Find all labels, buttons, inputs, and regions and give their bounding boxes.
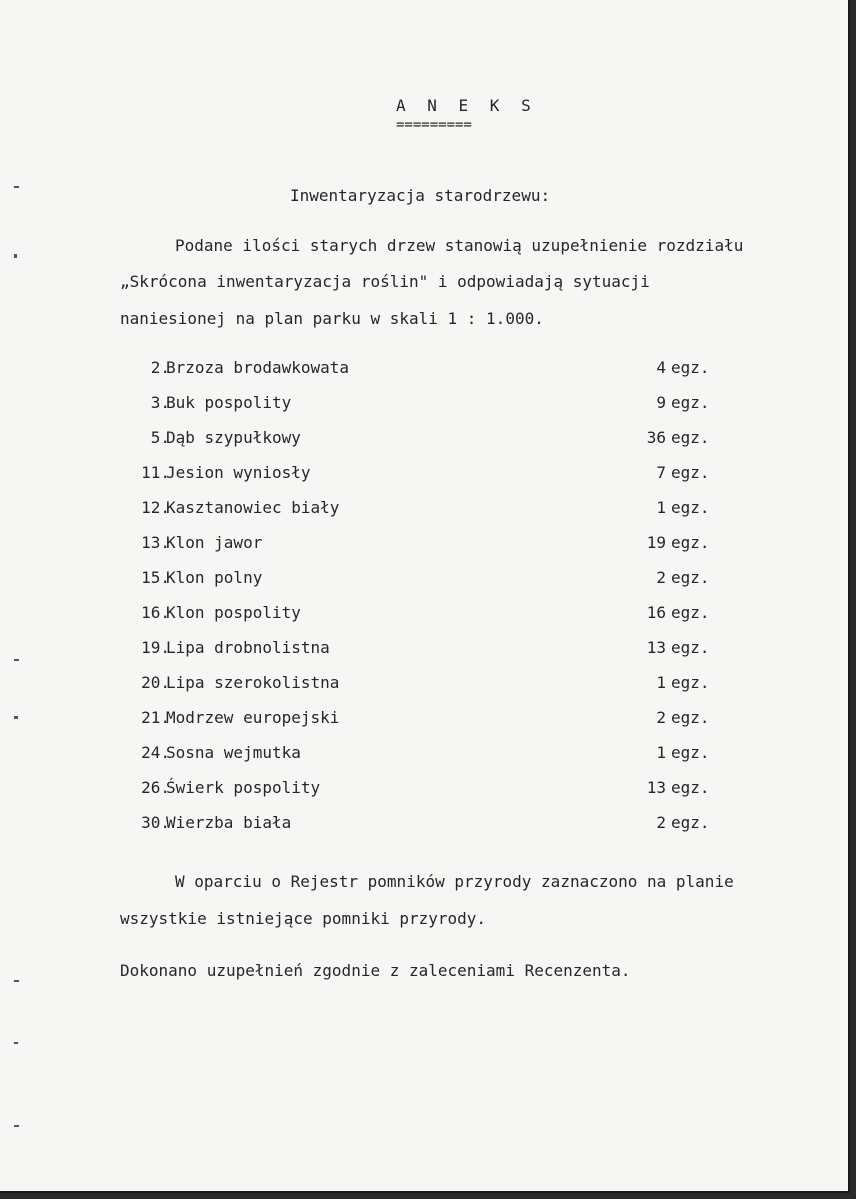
item-number: 13. [141, 533, 170, 552]
tree-count: 2 [656, 813, 666, 832]
species-name: Świerk pospolity [166, 778, 321, 797]
margin-mark [14, 716, 18, 719]
item-number: 20. [141, 673, 170, 692]
closing-line-1: W oparciu o Rejestr pomników przyrody zaznaczono na planie [175, 872, 734, 891]
count-unit: egz. [671, 778, 710, 797]
item-number: 3. [150, 393, 170, 412]
item-number: 5. [150, 428, 170, 447]
count-unit: egz. [671, 603, 710, 622]
document-title: A N E K S [396, 96, 537, 115]
count-unit: egz. [671, 568, 710, 587]
tree-count: 16 [646, 603, 666, 622]
count-unit: egz. [671, 638, 710, 657]
species-name: Modrzew europejski [166, 708, 340, 727]
species-name: Klon jawor [166, 533, 263, 552]
count-unit: egz. [671, 708, 710, 727]
margin-mark [14, 980, 19, 982]
margin-mark [14, 186, 19, 188]
count-unit: egz. [671, 498, 710, 517]
tree-count: 13 [646, 638, 666, 657]
species-name: Lipa drobnolistna [166, 638, 330, 657]
item-number: 21. [141, 708, 170, 727]
tree-count: 1 [656, 743, 666, 762]
species-name: Dąb szypułkowy [166, 428, 301, 447]
count-unit: egz. [671, 428, 710, 447]
species-name: Wierzba biała [166, 813, 292, 832]
count-unit: egz. [671, 463, 710, 482]
closing-line-2: wszystkie istniejące pomniki przyrody. [120, 909, 487, 928]
count-unit: egz. [671, 358, 710, 377]
list-item [120, 498, 720, 533]
item-number: 12. [141, 498, 170, 517]
tree-count: 2 [656, 708, 666, 727]
species-name: Klon polny [166, 568, 263, 587]
intro-line-2: „Skrócona inwentaryzacja roślin" i odpowiadają sytuacji [120, 272, 650, 291]
item-number: 11. [141, 463, 170, 482]
tree-count: 9 [656, 393, 666, 412]
tree-count: 4 [656, 358, 666, 377]
list-item [120, 603, 720, 638]
list-item [120, 393, 720, 428]
list-item [120, 813, 720, 848]
final-note: Dokonano uzupełnień zgodnie z zaleceniami Recenzenta. [120, 961, 631, 980]
list-item [120, 743, 720, 778]
count-unit: egz. [671, 393, 710, 412]
section-heading: Inwentaryzacja starodrzewu: [290, 186, 551, 205]
tree-count: 2 [656, 568, 666, 587]
list-item [120, 778, 720, 813]
tree-count: 1 [656, 673, 666, 692]
species-name: Lipa szerokolistna [166, 673, 340, 692]
list-item [120, 708, 720, 743]
count-unit: egz. [671, 743, 710, 762]
count-unit: egz. [671, 673, 710, 692]
species-name: Buk pospolity [166, 393, 292, 412]
margin-mark [14, 254, 17, 258]
list-item [120, 568, 720, 603]
item-number: 16. [141, 603, 170, 622]
item-number: 24. [141, 743, 170, 762]
list-item [120, 358, 720, 393]
intro-line-1: Podane ilości starych drzew stanowią uzupełnienie rozdziału [175, 236, 744, 255]
list-item [120, 673, 720, 708]
intro-line-3: naniesionej na plan parku w skali 1 : 1.000. [120, 309, 544, 328]
margin-mark [14, 659, 19, 661]
item-number: 19. [141, 638, 170, 657]
list-item [120, 463, 720, 498]
tree-inventory-list [120, 358, 720, 848]
species-name: Jesion wyniosły [166, 463, 311, 482]
margin-mark [14, 1042, 18, 1044]
count-unit: egz. [671, 813, 710, 832]
item-number: 26. [141, 778, 170, 797]
tree-count: 19 [646, 533, 666, 552]
tree-count: 1 [656, 498, 666, 517]
species-name: Klon pospolity [166, 603, 301, 622]
item-number: 30. [141, 813, 170, 832]
tree-count: 13 [646, 778, 666, 797]
tree-count: 36 [646, 428, 666, 447]
title-underline: ========= [396, 117, 472, 133]
count-unit: egz. [671, 533, 710, 552]
tree-count: 7 [656, 463, 666, 482]
species-name: Kasztanowiec biały [166, 498, 340, 517]
list-item [120, 428, 720, 463]
list-item [120, 533, 720, 568]
item-number: 2. [150, 358, 170, 377]
species-name: Brzoza brodawkowata [166, 358, 350, 377]
species-name: Sosna wejmutka [166, 743, 301, 762]
item-number: 15. [141, 568, 170, 587]
list-item [120, 638, 720, 673]
margin-mark [14, 1125, 19, 1127]
